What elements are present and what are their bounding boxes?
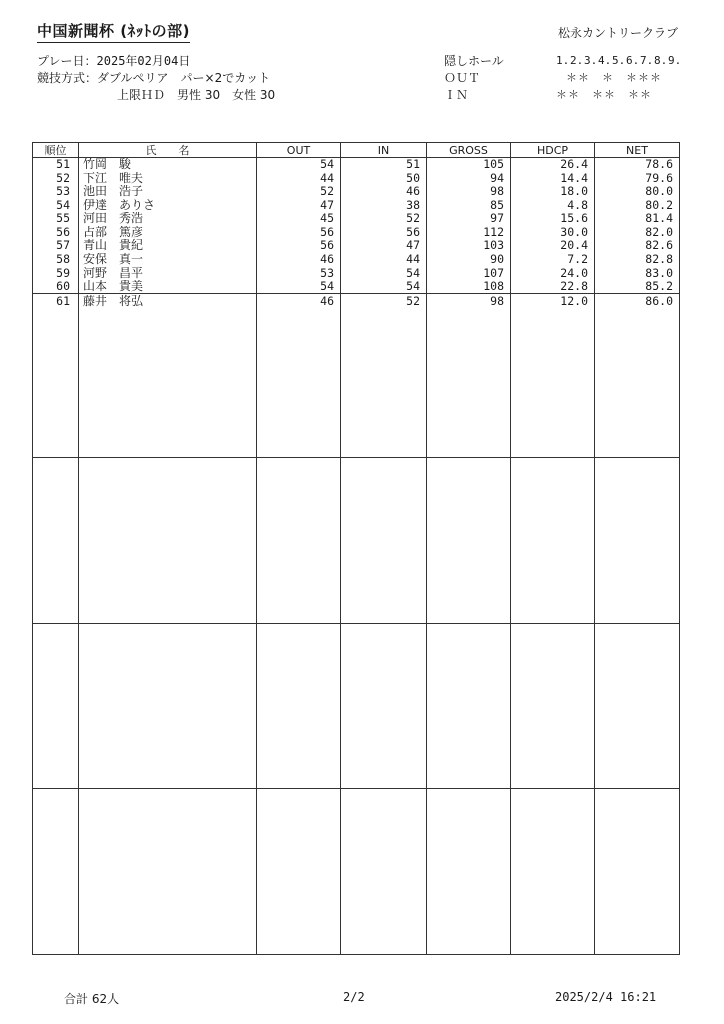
- gross-cell: 85: [427, 199, 511, 213]
- hole-number: 3.: [584, 54, 598, 67]
- in-hidden-marks: ＊＊ ＊＊ ＊＊: [556, 88, 652, 101]
- rank-cell: 59: [33, 266, 79, 280]
- name-cell: 山本 貴美: [79, 280, 257, 294]
- hidden-holes-label: 隠しホール: [444, 54, 504, 68]
- rank-cell: 55: [33, 212, 79, 226]
- format-value: ダブルペリア パー×2でカット: [97, 71, 271, 85]
- rank-cell: 52: [33, 172, 79, 186]
- rank-cell: 53: [33, 185, 79, 199]
- out-cell: 54: [257, 280, 341, 294]
- hole-number: 9.: [668, 54, 682, 67]
- out-cell: 46: [257, 253, 341, 267]
- empty-block: [33, 308, 680, 458]
- name-cell: 安保 真一: [79, 253, 257, 267]
- rank-cell: 51: [33, 158, 79, 172]
- net-cell: 85.2: [595, 280, 680, 294]
- gross-cell: 97: [427, 212, 511, 226]
- hole-number: 7.: [640, 54, 654, 67]
- in-cell: 52: [341, 294, 427, 308]
- in-cell: 54: [341, 280, 427, 294]
- out-cell: 54: [257, 158, 341, 172]
- net-cell: 82.6: [595, 239, 680, 253]
- net-cell: 78.6: [595, 158, 680, 172]
- hdcp-cell: 24.0: [511, 266, 595, 280]
- play-date: 2025年02月04日: [96, 54, 191, 68]
- gross-cell: 94: [427, 172, 511, 186]
- gross-cell: 105: [427, 158, 511, 172]
- in-cell: 56: [341, 226, 427, 240]
- name-cell: 下江 唯夫: [79, 172, 257, 186]
- name-cell: 池田 浩子: [79, 185, 257, 199]
- gross-cell: 98: [427, 294, 511, 308]
- gross-cell: 112: [427, 226, 511, 240]
- col-gross: GROSS: [427, 143, 511, 158]
- name-cell: 青山 貴紀: [79, 239, 257, 253]
- net-cell: 82.0: [595, 226, 680, 240]
- table-row: [33, 253, 680, 267]
- net-cell: 80.0: [595, 185, 680, 199]
- col-hdcp: HDCP: [511, 143, 595, 158]
- out-cell: 47: [257, 199, 341, 213]
- out-cell: 56: [257, 226, 341, 240]
- hdcp-cell: 26.4: [511, 158, 595, 172]
- hdcp-cell: 18.0: [511, 185, 595, 199]
- table-row: [33, 212, 680, 226]
- col-net: NET: [595, 143, 680, 158]
- total-count: 合計 62人: [64, 992, 120, 1006]
- rank-cell: 60: [33, 280, 79, 294]
- in-cell: 44: [341, 253, 427, 267]
- net-cell: 79.6: [595, 172, 680, 186]
- in-cell: 46: [341, 185, 427, 199]
- in-cell: 51: [341, 158, 427, 172]
- club-name: 松永カントリークラブ: [557, 26, 678, 40]
- out-hidden-marks: ＊＊ ＊ ＊＊＊: [566, 71, 662, 84]
- hdcp-cell: 14.4: [511, 172, 595, 186]
- out-cell: 53: [257, 266, 341, 280]
- table-row: [33, 239, 680, 253]
- page-number: 2/2: [343, 990, 365, 1004]
- rank-cell: 57: [33, 239, 79, 253]
- name-cell: 竹岡 駿: [79, 158, 257, 172]
- table-header-row: [33, 143, 680, 158]
- hole-number: 2.: [570, 54, 584, 67]
- name-cell: 河野 昌平: [79, 266, 257, 280]
- in-cell: 47: [341, 239, 427, 253]
- in-cell: 54: [341, 266, 427, 280]
- gross-cell: 90: [427, 253, 511, 267]
- name-cell: 河田 秀浩: [79, 212, 257, 226]
- hole-number: 5.: [612, 54, 626, 67]
- hole-number: 8.: [654, 54, 668, 67]
- out-cell: 44: [257, 172, 341, 186]
- gross-cell: 108: [427, 280, 511, 294]
- hole-number: 4.: [598, 54, 612, 67]
- in-cell: 50: [341, 172, 427, 186]
- gross-cell: 103: [427, 239, 511, 253]
- empty-block: [33, 789, 680, 955]
- empty-block: [33, 623, 680, 789]
- results-table: [32, 142, 680, 955]
- gross-cell: 98: [427, 185, 511, 199]
- hdcp-cell: 4.8: [511, 199, 595, 213]
- table-row: [33, 266, 680, 280]
- col-out: OUT: [257, 143, 341, 158]
- net-cell: 80.2: [595, 199, 680, 213]
- in-cell: 38: [341, 199, 427, 213]
- name-cell: 占部 篤彦: [79, 226, 257, 240]
- rank-cell: 61: [33, 294, 79, 308]
- table-row: [33, 172, 680, 186]
- out-cell: 45: [257, 212, 341, 226]
- net-cell: 86.0: [595, 294, 680, 308]
- play-date-line: [37, 52, 190, 70]
- table-row: [33, 185, 680, 199]
- out-cell: 46: [257, 294, 341, 308]
- out-label: ＯＵＴ: [444, 71, 481, 85]
- rank-cell: 54: [33, 199, 79, 213]
- page-title: 中国新聞杯 (ﾈｯﾄの部): [37, 20, 190, 43]
- hdcp-cell: 20.4: [511, 239, 595, 253]
- table-row: [33, 199, 680, 213]
- out-cell: 52: [257, 185, 341, 199]
- out-cell: 56: [257, 239, 341, 253]
- in-label: ＩＮ: [444, 88, 469, 102]
- hole-number: 1.: [556, 54, 570, 67]
- rank-cell: 58: [33, 253, 79, 267]
- name-cell: 伊達 ありさ: [79, 199, 257, 213]
- handicap-limit: 上限ＨＤ 男性 30 女性 30: [117, 88, 276, 102]
- col-name: 氏 名: [79, 143, 257, 158]
- net-cell: 82.8: [595, 253, 680, 267]
- format-label: 競技方式：: [37, 71, 98, 85]
- name-cell: 藤井 将弘: [79, 294, 257, 308]
- net-cell: 81.4: [595, 212, 680, 226]
- hdcp-cell: 7.2: [511, 253, 595, 267]
- gross-cell: 107: [427, 266, 511, 280]
- printed-timestamp: 2025/2/4 16:21: [555, 990, 657, 1004]
- col-rank: 順位: [33, 143, 79, 158]
- hole-number: 6.: [626, 54, 640, 67]
- table-row: [33, 226, 680, 240]
- format-line: [37, 69, 270, 87]
- rank-cell: 56: [33, 226, 79, 240]
- play-date-label: プレー日：: [37, 54, 97, 68]
- table-row: [33, 280, 680, 294]
- in-cell: 52: [341, 212, 427, 226]
- col-in: IN: [341, 143, 427, 158]
- hdcp-cell: 15.6: [511, 212, 595, 226]
- hole-numbers: [556, 54, 680, 67]
- table-row: [33, 158, 680, 172]
- hdcp-cell: 30.0: [511, 226, 595, 240]
- empty-block: [33, 458, 680, 624]
- net-cell: 83.0: [595, 266, 680, 280]
- table-row: [33, 294, 680, 308]
- hdcp-cell: 22.8: [511, 280, 595, 294]
- hdcp-cell: 12.0: [511, 294, 595, 308]
